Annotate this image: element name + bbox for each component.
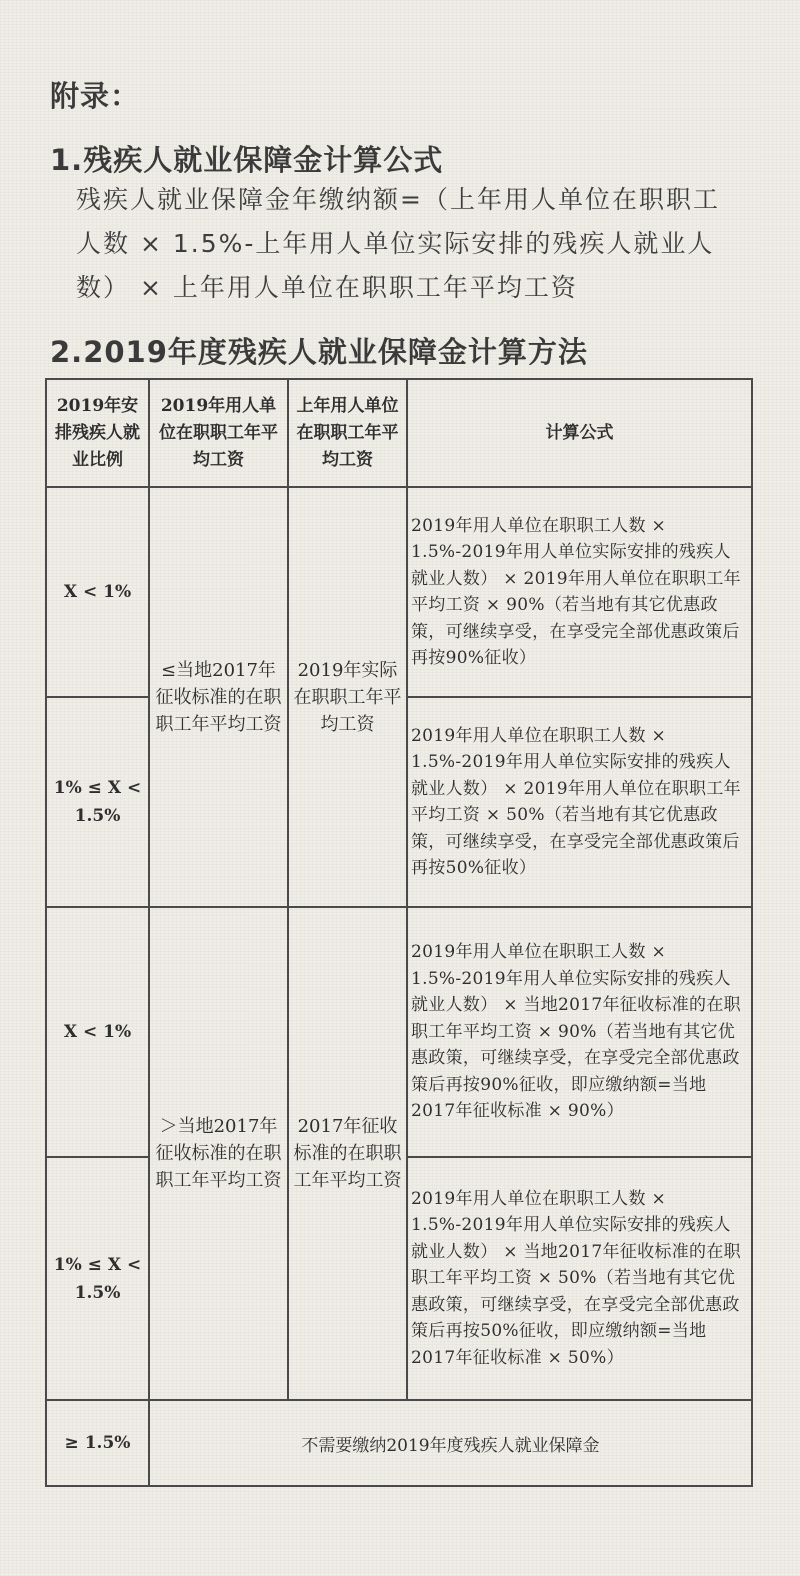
formula-cell: 2019年用人单位在职职工人数 × 1.5%-2019年用人单位实际安排的残疾人就业人数） × 当地2017年征收标准的在职职工年平均工资 × 50%（若当地有其它优惠政策，可继续享受，在享受完全部优惠政策后再按50%征收，即应缴纳额=当地2017年征收标准 × 50%） (407, 1157, 752, 1400)
ratio-cell: X < 1% (46, 907, 149, 1157)
table-row (46, 1400, 752, 1486)
header-wage-prev: 上年用人单位在职职工年平均工资 (288, 379, 407, 487)
section1-formula: 残疾人就业保障金年缴纳额=（上年用人单位在职职工人数 × 1.5%-上年用人单位实际安排的残疾人就业人数） × 上年用人单位在职职工年平均工资 (76, 185, 720, 302)
table-row (46, 487, 752, 697)
section2-title: 2.2019年度残疾人就业保障金计算方法 (50, 335, 588, 369)
ratio-cell: 1% ≤ X < 1.5% (46, 697, 149, 907)
wage-2019-cell: ≤当地2017年征收标准的在职职工年平均工资 (149, 487, 288, 907)
ratio-cell: ≥ 1.5% (46, 1400, 149, 1486)
formula-cell: 2019年用人单位在职职工人数 × 1.5%-2019年用人单位实际安排的残疾人就业人数） × 当地2017年征收标准的在职职工年平均工资 × 90%（若当地有其它优惠政策，可继续享受，在享受完全部优惠政策后再按90%征收，即应缴纳额=当地2017年征收标准 × 90%） (407, 907, 752, 1157)
wage-prev-cell: 2019年实际在职职工年平均工资 (288, 487, 407, 907)
ratio-cell: X < 1% (46, 487, 149, 697)
header-ratio: 2019年安排残疾人就业比例 (46, 379, 149, 487)
section1-title: 1.残疾人就业保障金计算公式 (50, 143, 444, 177)
no-payment-cell: 不需要缴纳2019年度残疾人就业保障金 (149, 1400, 752, 1486)
appendix-title: 附录： (50, 79, 141, 113)
wage-prev-cell: 2017年征收标准的在职职工年平均工资 (288, 907, 407, 1400)
ratio-cell: 1% ≤ X < 1.5% (46, 1157, 149, 1400)
wage-2019-cell: ＞当地2017年征收标准的在职职工年平均工资 (149, 907, 288, 1400)
formula-cell: 2019年用人单位在职职工人数 × 1.5%-2019年用人单位实际安排的残疾人就业人数） × 2019年用人单位在职职工年平均工资 × 50%（若当地有其它优惠政策，可继续享受，在享受完全部优惠政策后再按50%征收） (407, 697, 752, 907)
table-header-row (46, 379, 752, 487)
table-row (46, 907, 752, 1157)
header-wage-2019: 2019年用人单位在职职工年平均工资 (149, 379, 288, 487)
formula-cell: 2019年用人单位在职职工人数 × 1.5%-2019年用人单位实际安排的残疾人就业人数） × 2019年用人单位在职职工年平均工资 × 90%（若当地有其它优惠政策，可继续享受，在享受完全部优惠政策后再按90%征收） (407, 487, 752, 697)
calculation-table (45, 378, 753, 1487)
header-formula: 计算公式 (407, 379, 752, 487)
